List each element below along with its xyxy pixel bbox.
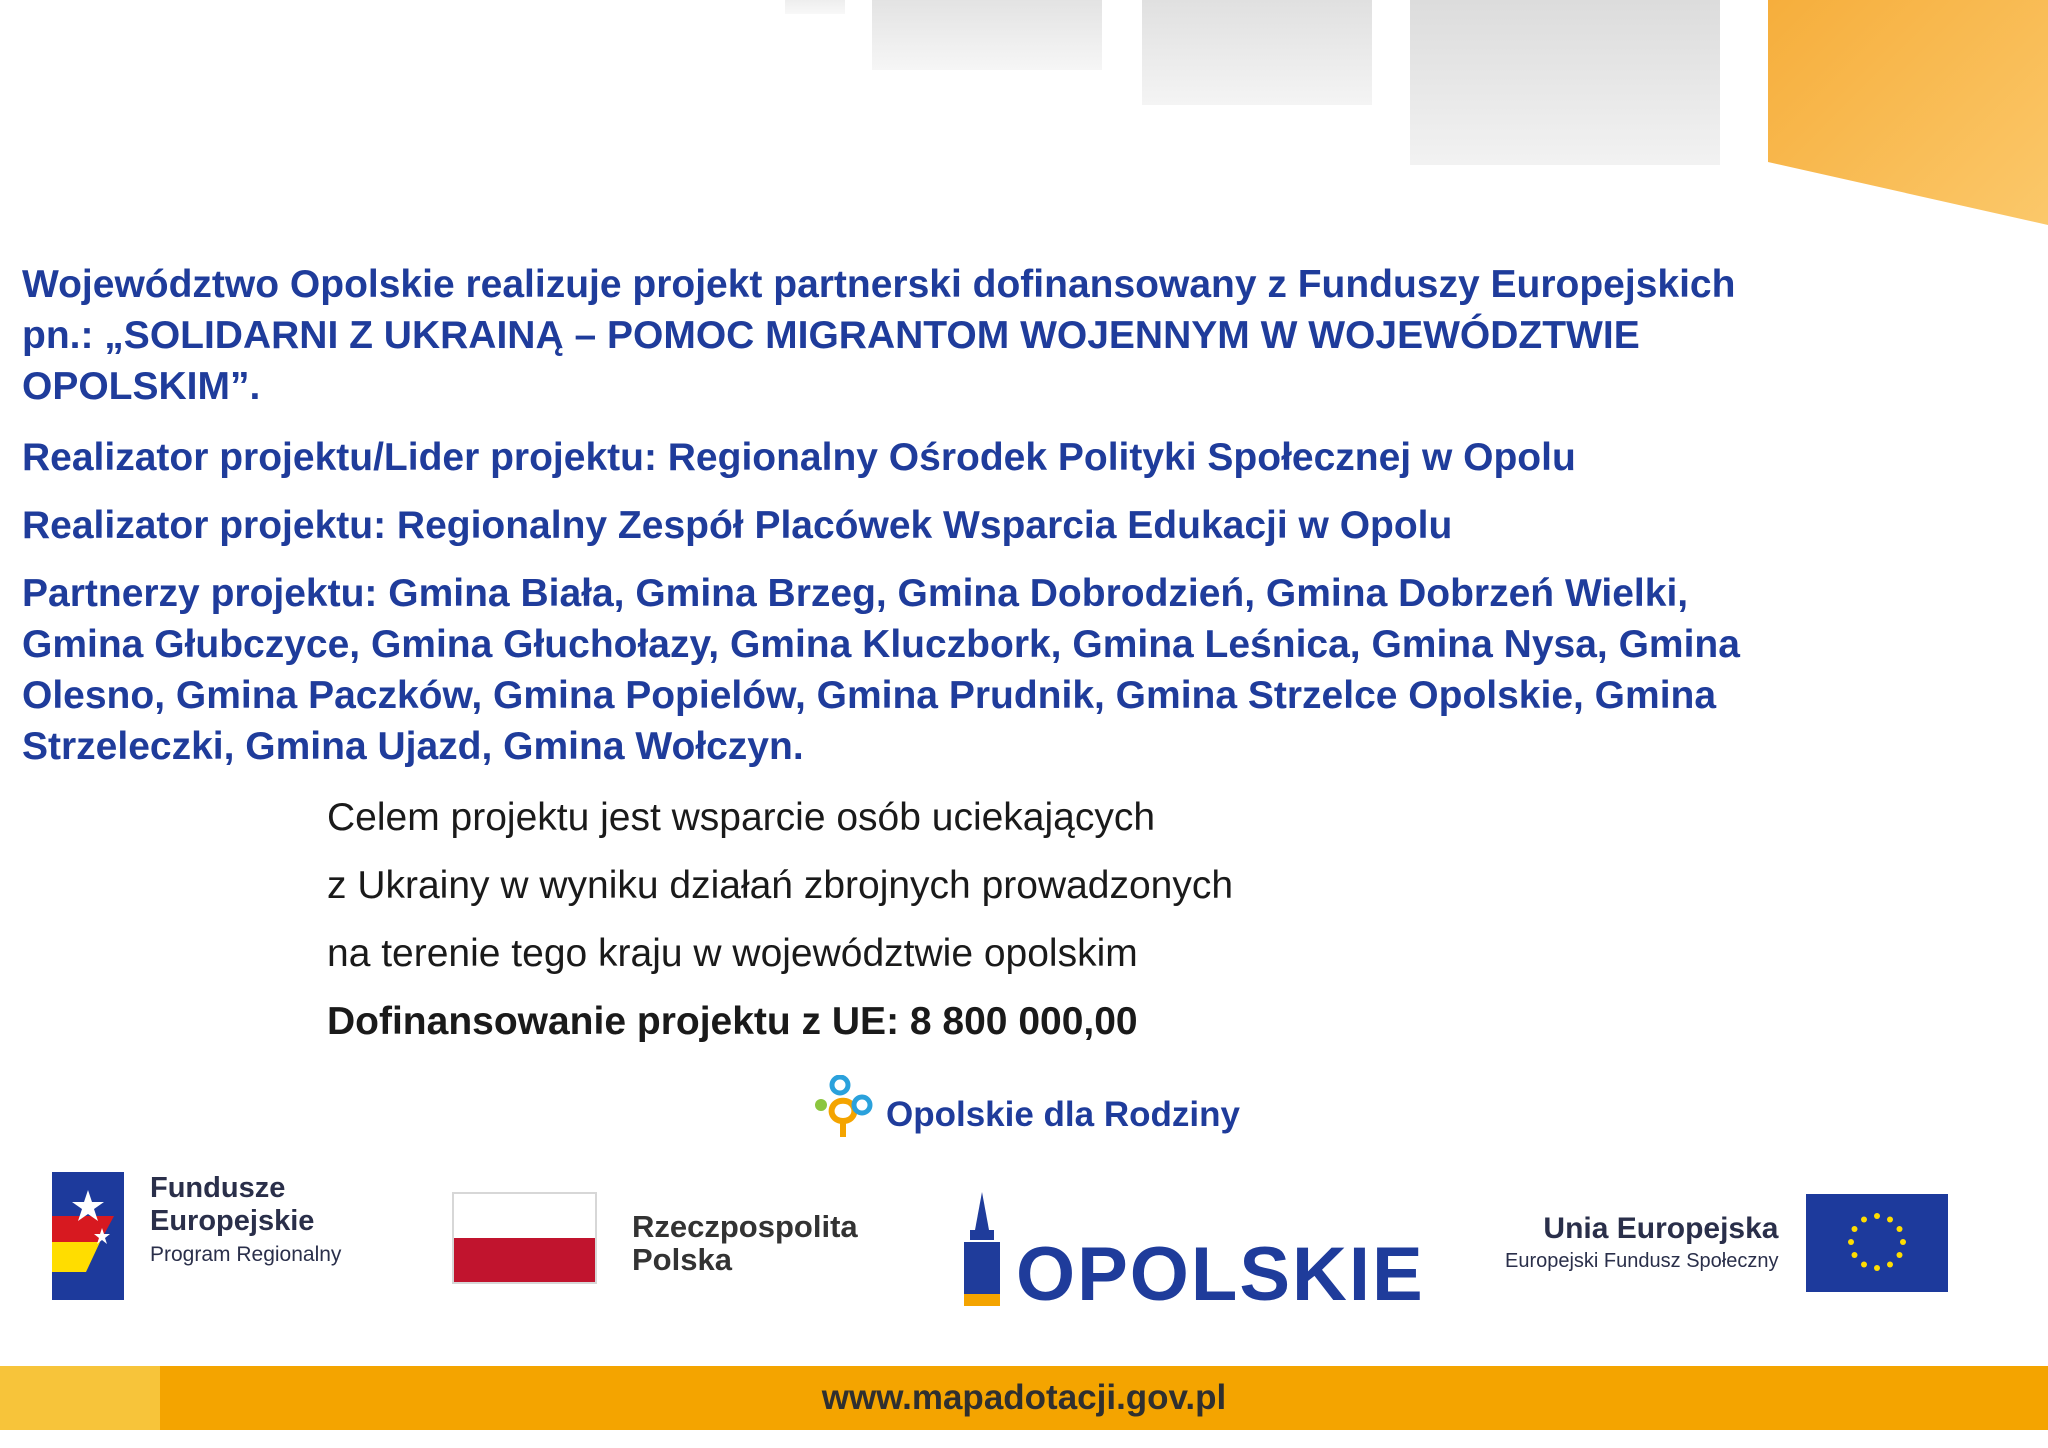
footer-bar xyxy=(0,1366,2048,1430)
opolskie-dla-rodziny-logo xyxy=(812,1075,1240,1154)
polish-flag-icon xyxy=(452,1192,597,1284)
eu-flag-icon xyxy=(1806,1194,1948,1292)
polska-label: Polska xyxy=(632,1242,732,1277)
partners-line: Gmina Głubczyce, Gmina Głuchołazy, Gmina Kluczbork, Gmina Leśnica, Gmina Nysa, Gmina xyxy=(22,623,1740,666)
rzeczpospolita-label: Rzeczpospolita xyxy=(632,1209,858,1244)
funding-amount: Dofinansowanie projektu z UE: 8 800 000,00 xyxy=(327,1000,1138,1043)
intro-line: pn.: „SOLIDARNI Z UKRAINĄ – POMOC MIGRANTOM WOJENNYM W WOJEWÓDZTWIE xyxy=(22,314,1640,357)
europejskie-label: Europejskie xyxy=(150,1205,315,1237)
opolskie-dla-rodziny-text: Opolskie dla Rodziny xyxy=(886,1094,1240,1134)
program-regionalny-label: Program Regionalny xyxy=(150,1243,342,1266)
rzeczpospolita-polska-logo xyxy=(452,1192,858,1284)
fundusze-label: Fundusze xyxy=(150,1172,286,1204)
opolskie-logo xyxy=(960,1192,1425,1317)
project-executor: Realizator projektu: Regionalny Zespół Placówek Wsparcia Edukacji w Opolu xyxy=(22,504,1453,547)
header-decoration-orange xyxy=(1768,0,2048,225)
header-decoration xyxy=(1142,0,1372,105)
intro-line: OPOLSKIM”. xyxy=(22,365,261,408)
partners-line: Olesno, Gmina Paczków, Gmina Popielów, Gmina Prudnik, Gmina Strzelce Opolskie, Gmina xyxy=(22,674,1717,717)
efs-label: Europejski Fundusz Społeczny xyxy=(1505,1250,1779,1272)
unia-europejska-label: Unia Europejska xyxy=(1543,1212,1779,1245)
project-partners xyxy=(22,568,2032,772)
fundusze-europejskie-logo-icon xyxy=(52,1172,124,1305)
header-decoration xyxy=(1410,0,1720,165)
project-intro xyxy=(22,259,2032,412)
project-leader: Realizator projektu/Lider projektu: Regionalny Ośrodek Polityki Społecznej w Opolu xyxy=(22,436,1576,479)
partners-line: Strzeleczki, Gmina Ujazd, Gmina Wołczyn. xyxy=(22,725,804,768)
header-decoration xyxy=(785,0,845,14)
opolskie-church-tower-icon xyxy=(960,1192,1004,1313)
intro-line: Województwo Opolskie realizuje projekt partnerski dofinansowany z Funduszy Europejskich xyxy=(22,263,1736,306)
footer-url[interactable]: www.mapadotacji.gov.pl xyxy=(821,1378,1227,1417)
project-goal xyxy=(327,784,1233,1056)
family-pins-icon xyxy=(812,1075,874,1154)
unia-europejska-logo xyxy=(1505,1194,1948,1292)
goal-line: z Ukrainy w wyniku działań zbrojnych prowadzonych xyxy=(327,864,1234,907)
goal-line: Celem projektu jest wsparcie osób uciekających xyxy=(327,796,1156,839)
fundusze-europejskie-logo xyxy=(52,1172,341,1305)
header-decoration xyxy=(872,0,1102,70)
partners-line: Partnerzy projektu: Gmina Biała, Gmina Brzeg, Gmina Dobrodzień, Gmina Dobrzeń Wielki, xyxy=(22,572,1689,615)
opolskie-text: OPOLSKIE xyxy=(1016,1232,1425,1317)
goal-line: na terenie tego kraju w województwie opolskim xyxy=(327,932,1138,975)
